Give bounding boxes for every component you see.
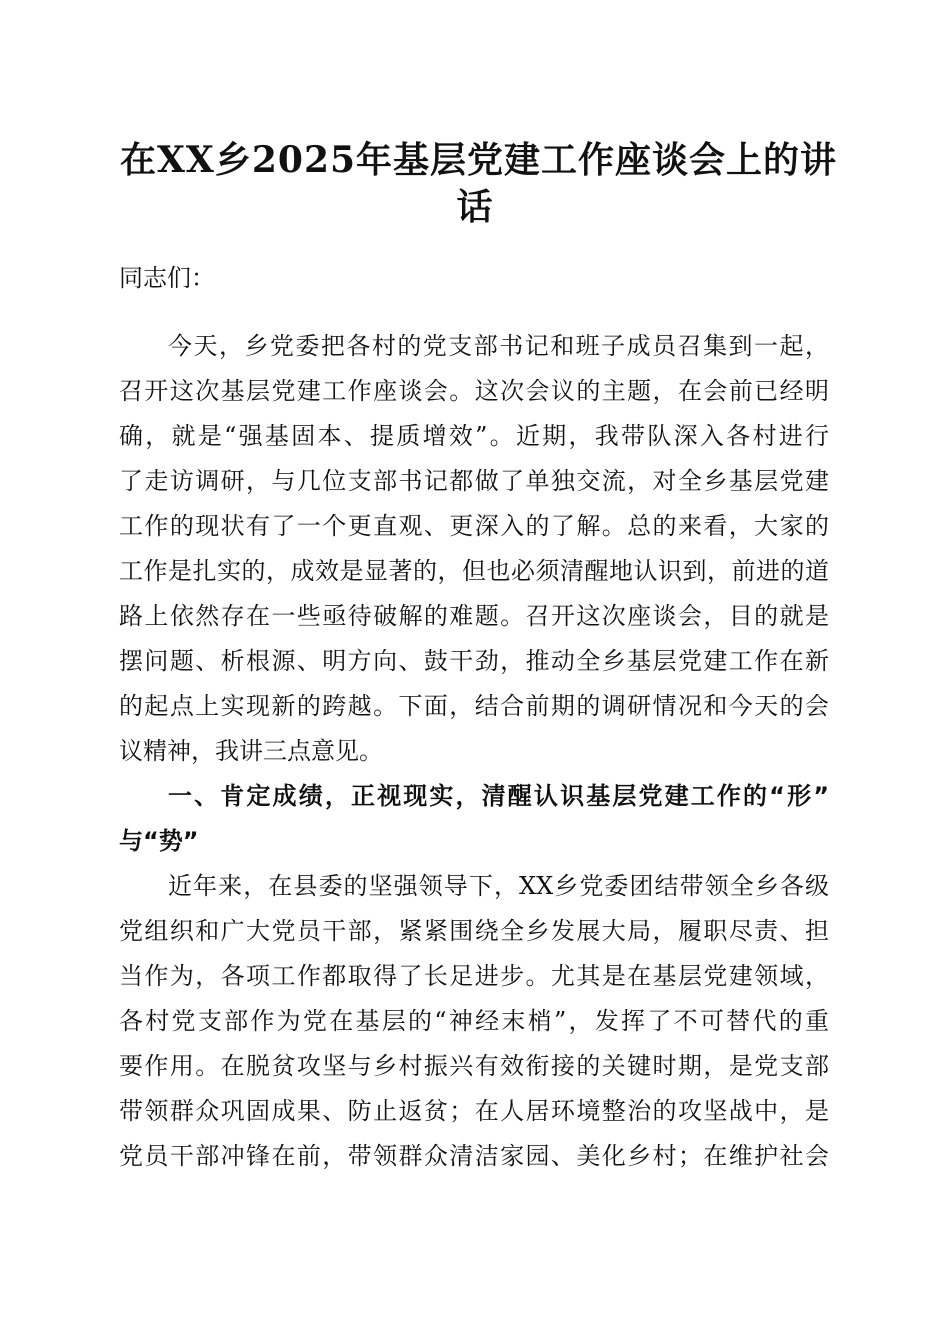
document-title-line-1: 在XX乡2025年基层党建工作座谈会上的讲 <box>120 139 838 181</box>
paragraph-line: 工作的现状有了一个更直观、更深入的了解。总的来看，大家的 <box>119 512 829 540</box>
paragraph-line: 确，就是“强基固本、提质增效”。近期，我带队深入各村进行 <box>119 422 829 450</box>
paragraph-line: 党组织和广大党员干部，紧紧围绕全乡发展大局，履职尽责、担 <box>119 917 829 945</box>
paragraph-line: 带领群众巩固成果、防止返贫；在人居环境整治的攻坚战中，是 <box>119 1097 829 1125</box>
document-title-line-2: 话 <box>456 186 494 228</box>
section-heading-line: 一、肯定成绩，正视现实，清醒认识基层党建工作的“形” <box>168 782 829 810</box>
paragraph-line: 的起点上实现新的跨越。下面，结合前期的调研情况和今天的会 <box>119 692 829 720</box>
section-heading-line: 与“势” <box>119 827 199 855</box>
paragraph-line: 今天，乡党委把各村的党支部书记和班子成员召集到一起， <box>168 332 829 360</box>
paragraph-line: 议精神，我讲三点意见。 <box>119 737 383 765</box>
paragraph-line: 召开这次基层党建工作座谈会。这次会议的主题，在会前已经明 <box>119 377 829 405</box>
paragraph-line: 摆问题、析根源、明方向、鼓干劲，推动全乡基层党建工作在新 <box>119 647 829 675</box>
paragraph-line: 要作用。在脱贫攻坚与乡村振兴有效衔接的关键时期，是党支部 <box>119 1052 829 1080</box>
paragraph-line: 工作是扎实的，成效是显著的，但也必须清醒地认识到，前进的道 <box>119 557 829 585</box>
salutation: 同志们： <box>119 264 215 292</box>
paragraph-line: 了走访调研，与几位支部书记都做了单独交流，对全乡基层党建 <box>119 467 829 495</box>
paragraph-line: 党员干部冲锋在前，带领群众清洁家园、美化乡村；在维护社会 <box>119 1142 829 1170</box>
paragraph-line: 近年来，在县委的坚强领导下，XX乡党委团结带领全乡各级 <box>168 872 829 900</box>
paragraph-line: 当作为，各项工作都取得了长足进步。尤其是在基层党建领域， <box>119 962 829 990</box>
paragraph-line: 各村党支部作为党在基层的“神经末梢”，发挥了不可替代的重 <box>119 1007 829 1035</box>
paragraph-line: 路上依然存在一些亟待破解的难题。召开这次座谈会，目的就是 <box>119 602 829 630</box>
